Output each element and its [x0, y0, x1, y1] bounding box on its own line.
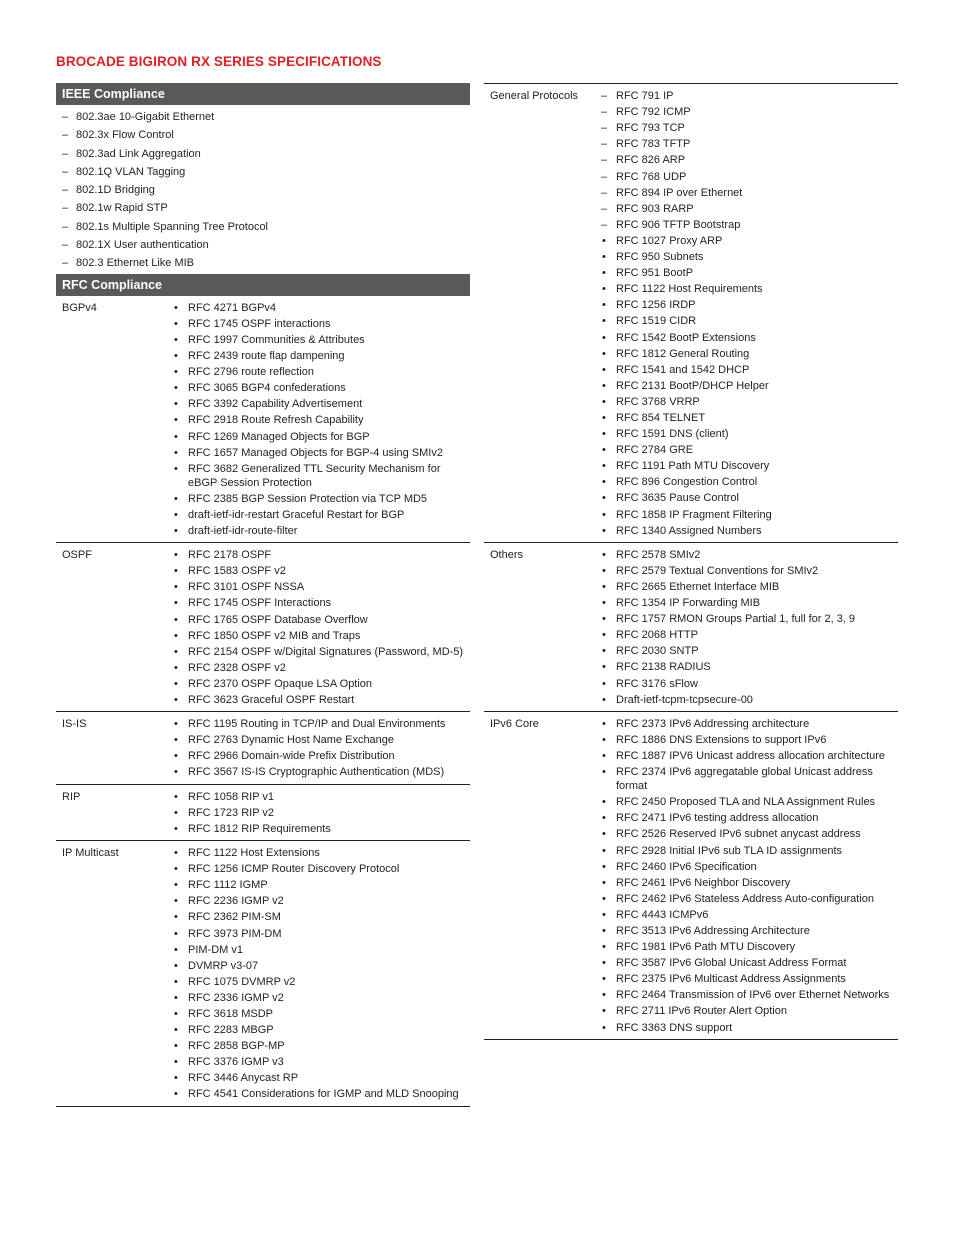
rfc-list-item: • RFC 1122 Host Requirements [598, 282, 898, 296]
rfc-list-item: • RFC 1981 IPv6 Path MTU Discovery [598, 940, 898, 954]
rfc-list-item: • RFC 896 Congestion Control [598, 475, 898, 489]
rfc-list-item: • RFC 1745 OSPF Interactions [170, 596, 470, 610]
rfc-list-item: • RFC 3623 Graceful OSPF Restart [170, 693, 470, 707]
right-column [484, 83, 898, 1040]
rfc-list-item: – RFC 894 IP over Ethernet [598, 186, 898, 200]
rfc-list-item: • RFC 1027 Proxy ARP [598, 234, 898, 248]
rfc-list-item: • RFC 3065 BGP4 confederations [170, 381, 470, 395]
rfc-group-general-protocols [484, 84, 898, 543]
rfc-list-item: • RFC 1541 and 1542 DHCP [598, 363, 898, 377]
rfc-list-item: • RFC 1256 ICMP Router Discovery Protocol [170, 862, 470, 876]
rfc-list [170, 715, 470, 781]
rfc-list-item: • RFC 1812 General Routing [598, 347, 898, 361]
rfc-group-bgpv4 [56, 296, 470, 543]
rfc-list-item: • RFC 1812 RIP Requirements [170, 822, 470, 836]
rfc-group-others [484, 543, 898, 712]
rfc-list-item: • RFC 2154 OSPF w/Digital Signatures (Password, MD-5) [170, 645, 470, 659]
rfc-list-item: – RFC 903 RARP [598, 202, 898, 216]
rfc-list-item: • RFC 2928 Initial IPv6 sub TLA ID assignments [598, 844, 898, 858]
rfc-list-item: • RFC 1850 OSPF v2 MIB and Traps [170, 629, 470, 643]
rfc-list-item: • RFC 3768 VRRP [598, 395, 898, 409]
rfc-group-ipv6-core [484, 712, 898, 1040]
rfc-list-item: • RFC 2526 Reserved IPv6 subnet anycast address [598, 827, 898, 841]
rfc-group-label: IP Multicast [62, 846, 119, 859]
rfc-group-label: IS-IS [62, 718, 87, 731]
rfc-list-item: • RFC 3392 Capability Advertisement [170, 397, 470, 411]
rfc-list [170, 546, 470, 709]
rfc-group-label: General Protocols [490, 90, 579, 102]
rfc-list-item: • RFC 1519 CIDR [598, 314, 898, 328]
rfc-list-item: – RFC 783 TFTP [598, 137, 898, 151]
ieee-section-heading: IEEE Compliance [56, 83, 470, 105]
rfc-list-item: • RFC 3446 Anycast RP [170, 1071, 470, 1085]
rfc-list-item: • RFC 1887 IPV6 Unicast address allocation architecture [598, 749, 898, 763]
rfc-list-item: • RFC 1657 Managed Objects for BGP-4 using SMIv2 [170, 446, 470, 460]
rfc-list-item: • RFC 2711 IPv6 Router Alert Option [598, 1004, 898, 1018]
rfc-list-item: • RFC 1354 IP Forwarding MIB [598, 596, 898, 610]
ieee-list-item: – 802.1D Bridging [56, 181, 470, 199]
rfc-list-item: • RFC 3176 sFlow [598, 677, 898, 691]
rfc-list-item: • RFC 3363 DNS support [598, 1021, 898, 1035]
rfc-list-item: – RFC 768 UDP [598, 170, 898, 184]
rfc-list-item: • RFC 3587 IPv6 Global Unicast Address Format [598, 956, 898, 970]
rfc-groups-right [484, 84, 898, 1040]
rfc-list-item: • RFC 2336 IGMP v2 [170, 991, 470, 1005]
rfc-list-item: • RFC 951 BootP [598, 266, 898, 280]
rfc-list-item: • RFC 950 Subnets [598, 250, 898, 264]
rfc-list-item: • RFC 1058 RIP v1 [170, 790, 470, 804]
rfc-list-item: • draft-ietf-idr-restart Graceful Restart for BGP [170, 508, 470, 522]
rfc-list-item: • RFC 2966 Domain-wide Prefix Distribution [170, 749, 470, 763]
rfc-group-ip-multicast [56, 841, 470, 1107]
left-column [56, 83, 470, 1107]
rfc-list-item: – RFC 906 TFTP Bootstrap [598, 218, 898, 232]
rfc-list-item: • RFC 2439 route flap dampening [170, 349, 470, 363]
rfc-list-item: • RFC 1583 OSPF v2 [170, 564, 470, 578]
rfc-list-item: • RFC 1765 OSPF Database Overflow [170, 613, 470, 627]
rfc-list-item: • RFC 2283 MBGP [170, 1023, 470, 1037]
rfc-list-item: • RFC 1191 Path MTU Discovery [598, 459, 898, 473]
rfc-group-label: OSPF [62, 549, 92, 562]
ieee-list-item: – 802.1w Rapid STP [56, 199, 470, 217]
rfc-list-item: • RFC 2763 Dynamic Host Name Exchange [170, 733, 470, 747]
rfc-list-item: • RFC 2462 IPv6 Stateless Address Auto-configuration [598, 892, 898, 906]
rfc-list-item: • RFC 3682 Generalized TTL Security Mechanism for eBGP Session Protection [170, 462, 470, 490]
rfc-list [170, 844, 470, 1104]
rfc-list-item: • RFC 2918 Route Refresh Capability [170, 413, 470, 427]
rfc-list-item: • RFC 1858 IP Fragment Filtering [598, 508, 898, 522]
rfc-list-item: • RFC 3513 IPv6 Addressing Architecture [598, 924, 898, 938]
ieee-list-item: – 802.1s Multiple Spanning Tree Protocol [56, 218, 470, 236]
rfc-group-label: Others [490, 548, 524, 561]
rfc-list-item: • RFC 3618 MSDP [170, 1007, 470, 1021]
ieee-list [56, 105, 470, 273]
rfc-list-item: • Draft-ietf-tcpm-tcpsecure-00 [598, 693, 898, 707]
rfc-list-item: • RFC 1723 RIP v2 [170, 806, 470, 820]
page-title: BROCADE BIGIRON RX SERIES SPECIFICATIONS [56, 54, 382, 69]
ieee-list-item: – 802.3x Flow Control [56, 126, 470, 144]
rfc-group-label: BGPv4 [62, 301, 97, 314]
rfc-section-heading: RFC Compliance [56, 274, 470, 296]
rfc-list-item: • RFC 2373 IPv6 Addressing architecture [598, 717, 898, 731]
rfc-list-item: • RFC 2178 OSPF [170, 548, 470, 562]
rfc-list-item: • RFC 1340 Assigned Numbers [598, 524, 898, 538]
rfc-group-label: IPv6 Core [490, 717, 539, 730]
rfc-list-item: • RFC 2665 Ethernet Interface MIB [598, 580, 898, 594]
rfc-group-rip [56, 785, 470, 841]
rfc-list-item: • RFC 2858 BGP-MP [170, 1039, 470, 1053]
rfc-list-item: • RFC 1757 RMON Groups Partial 1, full for 2, 3, 9 [598, 612, 898, 626]
rfc-list-item: • RFC 1195 Routing in TCP/IP and Dual Environments [170, 717, 470, 731]
rfc-list-item: • RFC 2461 IPv6 Neighbor Discovery [598, 876, 898, 890]
rfc-list-item: • RFC 2471 IPv6 testing address allocation [598, 811, 898, 825]
rfc-list-item: • PIM-DM v1 [170, 943, 470, 957]
rfc-list-item: • RFC 2328 OSPF v2 [170, 661, 470, 675]
rfc-list [598, 87, 898, 540]
rfc-list-item: • RFC 1075 DVMRP v2 [170, 975, 470, 989]
rfc-groups-left [56, 296, 470, 1107]
rfc-list-item: • RFC 1122 Host Extensions [170, 846, 470, 860]
rfc-list-item: • DVMRP v3-07 [170, 959, 470, 973]
rfc-list-item: • RFC 2068 HTTP [598, 628, 898, 642]
rfc-list-item: • RFC 2131 BootP/DHCP Helper [598, 379, 898, 393]
rfc-list [598, 546, 898, 709]
rfc-list [170, 788, 470, 838]
rfc-list-item: • RFC 2385 BGP Session Protection via TCP MD5 [170, 492, 470, 506]
rfc-list-item: • RFC 4541 Considerations for IGMP and MLD Snooping [170, 1087, 470, 1101]
ieee-list-item: – 802.1X User authentication [56, 236, 470, 254]
rfc-list-item: – RFC 793 TCP [598, 121, 898, 135]
rfc-group-is-is [56, 712, 470, 784]
rfc-list-item: • RFC 2370 OSPF Opaque LSA Option [170, 677, 470, 691]
rfc-list-item: • RFC 3635 Pause Control [598, 491, 898, 505]
rfc-list-item: • draft-ietf-idr-route-filter [170, 524, 470, 538]
ieee-list-item: – 802.1Q VLAN Tagging [56, 163, 470, 181]
rfc-list-item: • RFC 3973 PIM-DM [170, 927, 470, 941]
rfc-list-item: • RFC 1886 DNS Extensions to support IPv6 [598, 733, 898, 747]
rfc-list-item: • RFC 4271 BGPv4 [170, 301, 470, 315]
rfc-list-item: • RFC 2579 Textual Conventions for SMIv2 [598, 564, 898, 578]
rfc-list-item: • RFC 1269 Managed Objects for BGP [170, 430, 470, 444]
rfc-list-item: • RFC 2362 PIM-SM [170, 910, 470, 924]
rfc-list-item: – RFC 791 IP [598, 89, 898, 103]
rfc-list-item: • RFC 2578 SMIv2 [598, 548, 898, 562]
rfc-list-item: • RFC 2375 IPv6 Multicast Address Assignments [598, 972, 898, 986]
ieee-list-item: – 802.3ad Link Aggregation [56, 145, 470, 163]
rfc-list-item: • RFC 2450 Proposed TLA and NLA Assignment Rules [598, 795, 898, 809]
rfc-list-item: • RFC 1745 OSPF interactions [170, 317, 470, 331]
rfc-list-item: • RFC 3376 IGMP v3 [170, 1055, 470, 1069]
rfc-list-item: • RFC 1997 Communities & Attributes [170, 333, 470, 347]
rfc-list-item: • RFC 1542 BootP Extensions [598, 331, 898, 345]
rfc-list-item: • RFC 3567 IS-IS Cryptographic Authentication (MDS) [170, 765, 470, 779]
rfc-list-item: • RFC 1591 DNS (client) [598, 427, 898, 441]
rfc-list-item: • RFC 4443 ICMPv6 [598, 908, 898, 922]
rfc-list-item: • RFC 2460 IPv6 Specification [598, 860, 898, 874]
rfc-group-ospf [56, 543, 470, 712]
rfc-list-item: • RFC 2796 route reflection [170, 365, 470, 379]
rfc-list [170, 299, 470, 540]
ieee-list-item: – 802.3 Ethernet Like MIB [56, 254, 470, 272]
ieee-list-item: – 802.3ae 10-Gigabit Ethernet [56, 108, 470, 126]
rfc-list-item: • RFC 2030 SNTP [598, 644, 898, 658]
rfc-list-item: – RFC 792 ICMP [598, 105, 898, 119]
rfc-list-item: • RFC 3101 OSPF NSSA [170, 580, 470, 594]
rfc-list-item: – RFC 826 ARP [598, 153, 898, 167]
rfc-list [598, 715, 898, 1037]
rfc-list-item: • RFC 1256 IRDP [598, 298, 898, 312]
rfc-list-item: • RFC 1112 IGMP [170, 878, 470, 892]
rfc-list-item: • RFC 2464 Transmission of IPv6 over Ethernet Networks [598, 988, 898, 1002]
rfc-list-item: • RFC 2784 GRE [598, 443, 898, 457]
rfc-list-item: • RFC 2236 IGMP v2 [170, 894, 470, 908]
rfc-list-item: • RFC 2374 IPv6 aggregatable global Unicast address format [598, 765, 898, 793]
rfc-list-item: • RFC 854 TELNET [598, 411, 898, 425]
rfc-list-item: • RFC 2138 RADIUS [598, 660, 898, 674]
rfc-group-label: RIP [62, 790, 81, 803]
